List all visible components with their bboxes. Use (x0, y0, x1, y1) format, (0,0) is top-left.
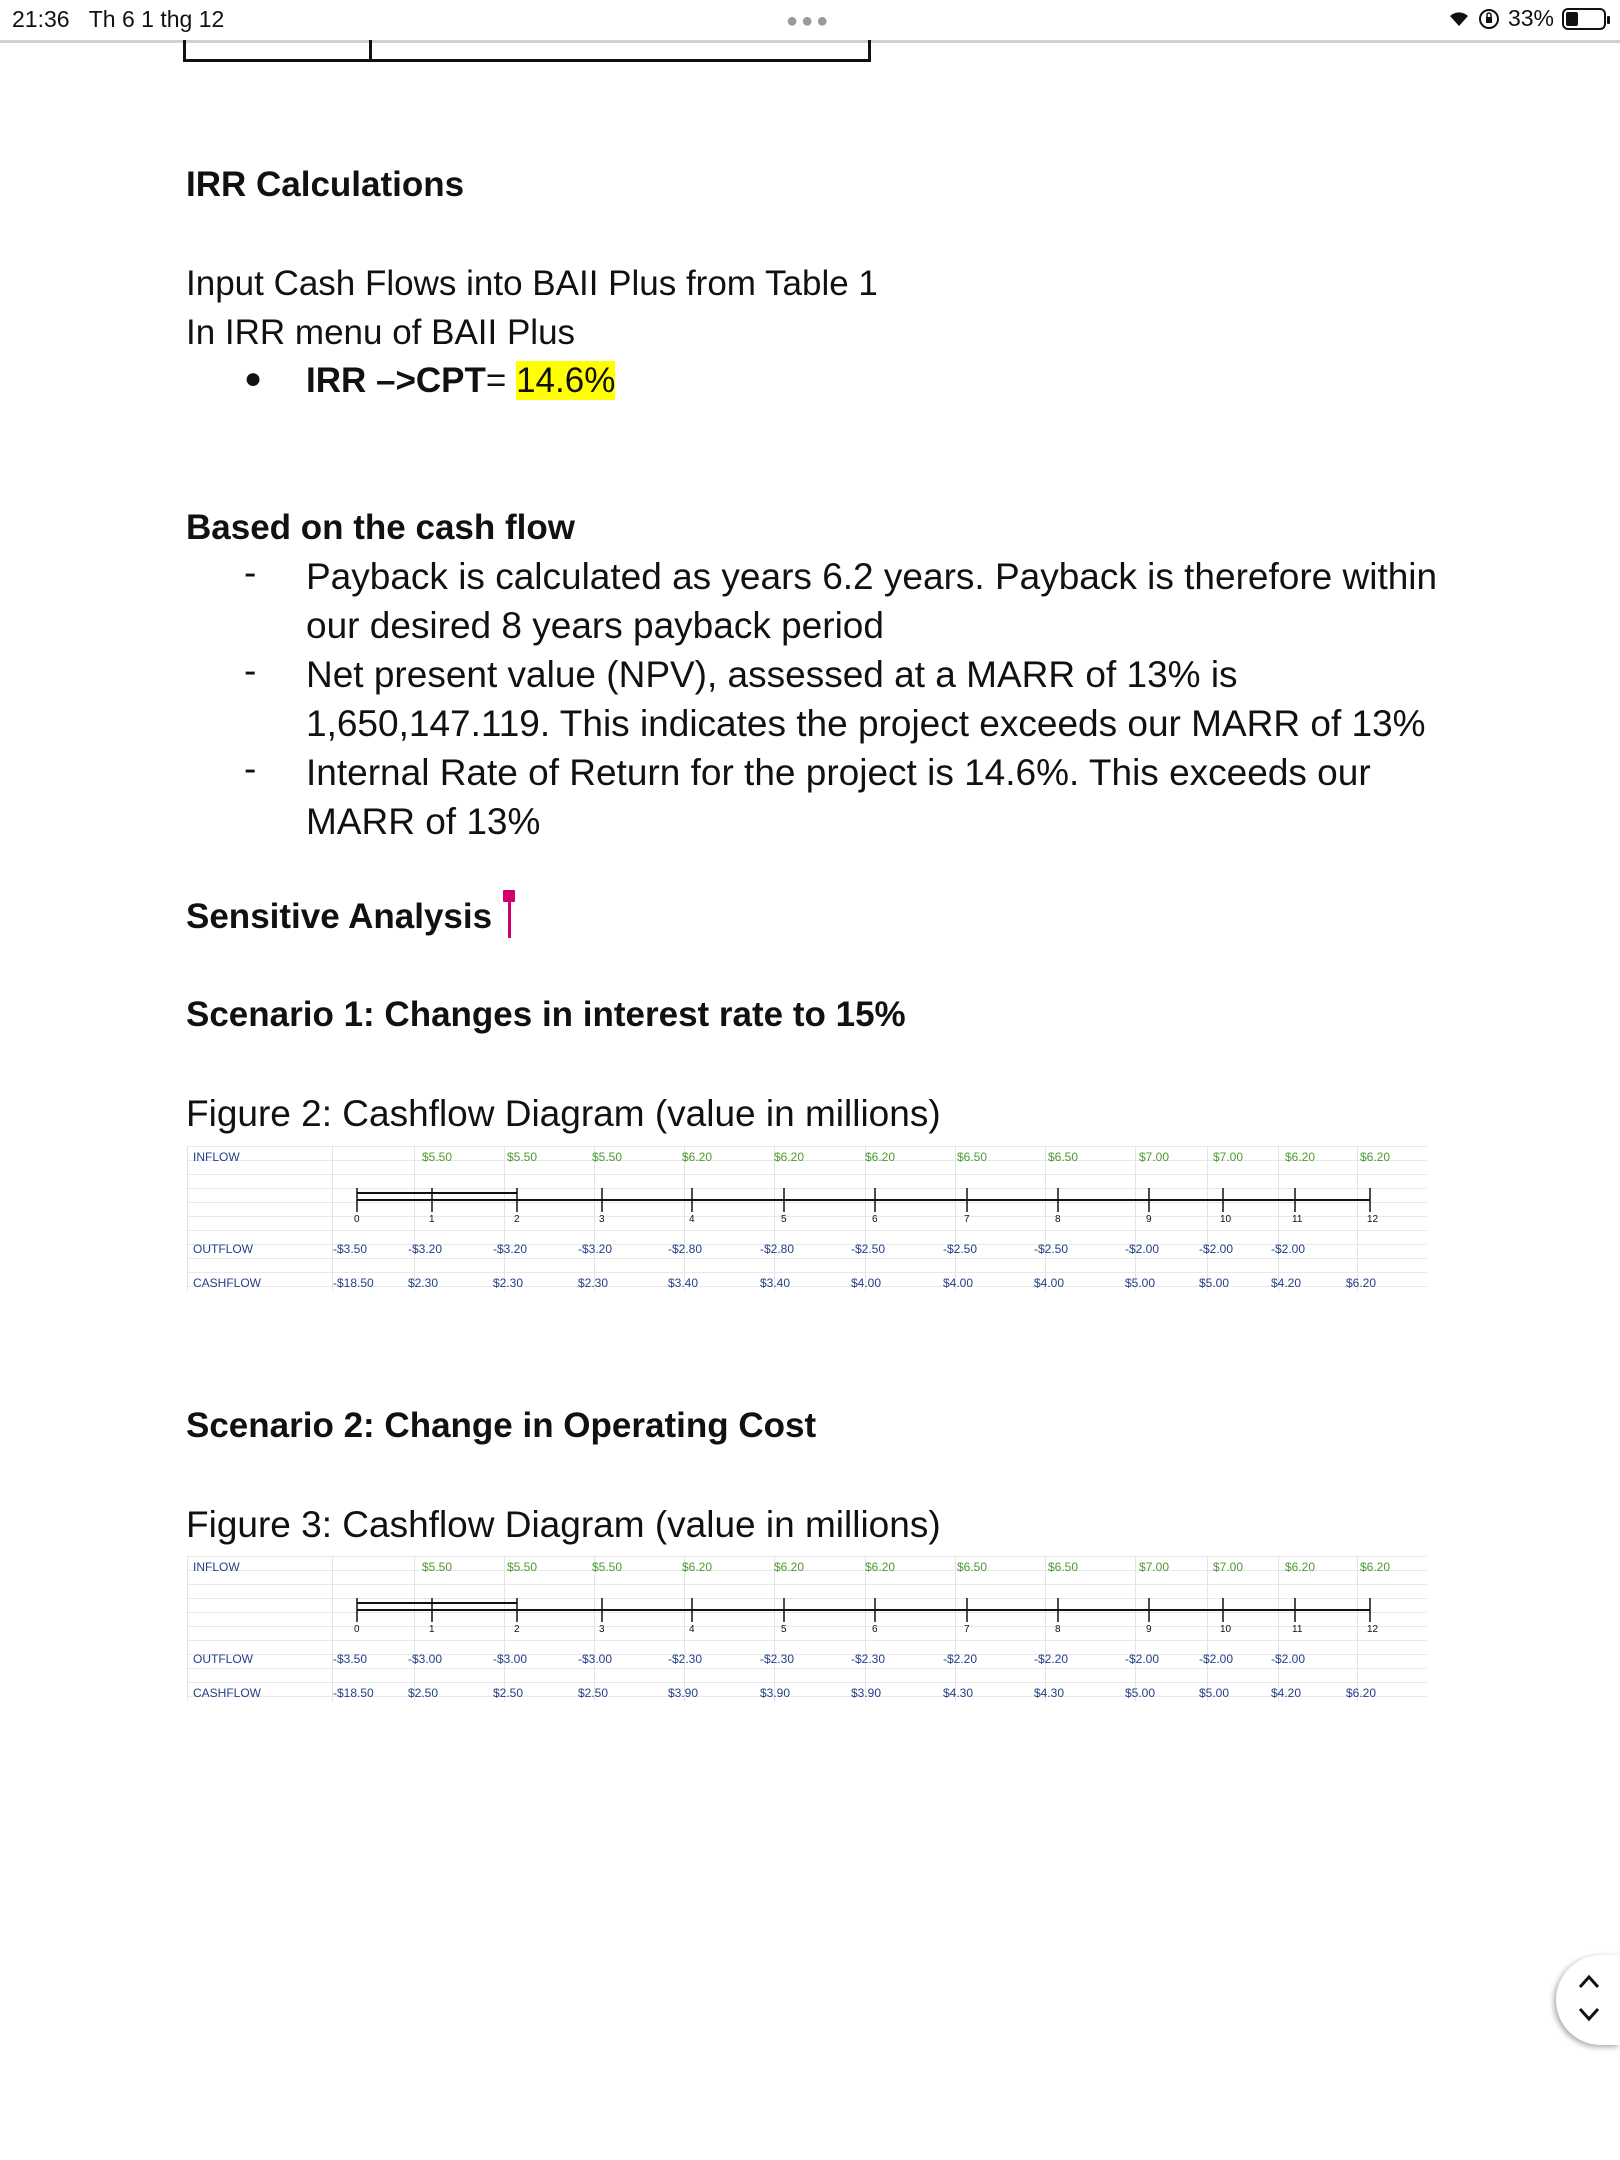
battery-icon (1562, 8, 1606, 30)
outflow-value: -$3.20 (578, 1242, 613, 1256)
multitasking-dots-icon[interactable]: ●●● (786, 10, 832, 32)
dash-bullet: - (244, 748, 257, 789)
inflow-value: $5.50 (422, 1560, 453, 1574)
irr-heading: IRR Calculations (186, 165, 465, 204)
chevron-down-icon[interactable] (1578, 2007, 1600, 2023)
outflow-value: -$2.00 (1199, 1652, 1234, 1666)
inflow-value: $6.20 (865, 1150, 896, 1164)
outflow-value: -$3.00 (493, 1652, 528, 1666)
year-tick-label: 10 (1220, 1214, 1232, 1225)
year-tick-label: 11 (1292, 1624, 1303, 1635)
cashflow-value: $2.50 (493, 1686, 524, 1700)
outflow-value: -$2.80 (668, 1242, 703, 1256)
outflow-value: -$2.50 (851, 1242, 886, 1256)
year-tick-label: 11 (1292, 1214, 1303, 1225)
scenario-1-heading: Scenario 1: Changes in interest rate to 15% (186, 995, 906, 1034)
bullet-icon: ● (244, 362, 263, 395)
year-tick-label: 7 (964, 1624, 970, 1635)
cashflow-diagram-figure-3 (187, 1556, 1427, 1701)
inflow-value: $7.00 (1139, 1560, 1170, 1574)
inflow-value: $6.50 (1048, 1560, 1079, 1574)
cashflow-label: CASHFLOW (193, 1276, 262, 1290)
outflow-label: OUTFLOW (193, 1652, 253, 1666)
inflow-value: $5.50 (592, 1560, 623, 1574)
cashflow-value: -$18.50 (333, 1276, 374, 1290)
year-tick-label: 10 (1220, 1624, 1232, 1635)
year-tick-label: 3 (599, 1624, 605, 1635)
outflow-value: -$2.30 (760, 1652, 795, 1666)
cashflow-value: $4.20 (1271, 1686, 1302, 1700)
inflow-value: $7.00 (1213, 1560, 1244, 1574)
inflow-value: $6.20 (774, 1560, 805, 1574)
year-tick-label: 9 (1146, 1214, 1152, 1225)
cashflow-diagram-figure-2 (187, 1146, 1427, 1291)
npv-line-2: 1,650,147.119. This indicates the project exceeds our MARR of 13% (306, 703, 1426, 744)
year-tick-label: 12 (1367, 1624, 1379, 1635)
inflow-value: $5.50 (507, 1560, 538, 1574)
cashflow-value: $6.20 (1346, 1276, 1377, 1290)
year-tick-label: 5 (781, 1214, 787, 1225)
cashflow-value: $2.50 (408, 1686, 439, 1700)
diagram-grid (187, 1556, 1427, 1701)
cashflow-value: $2.30 (408, 1276, 439, 1290)
inflow-value: $6.20 (682, 1560, 713, 1574)
outflow-value: -$2.00 (1199, 1242, 1234, 1256)
cashflow-value: $4.20 (1271, 1276, 1302, 1290)
outflow-value: -$2.00 (1125, 1652, 1160, 1666)
orientation-lock-icon (1478, 8, 1500, 30)
irr-line-3a: Internal Rate of Return for the project is 14.6%. This exceeds our (306, 752, 1371, 793)
outflow-value: -$3.00 (408, 1652, 443, 1666)
inflow-label: INFLOW (193, 1150, 240, 1164)
year-tick-label: 0 (354, 1214, 360, 1225)
inflow-value: $6.20 (1285, 1150, 1316, 1164)
outflow-value: -$3.50 (333, 1242, 368, 1256)
outflow-value: -$2.00 (1271, 1652, 1306, 1666)
cashflow-value: $5.00 (1125, 1276, 1156, 1290)
status-bar (0, 0, 1620, 43)
outflow-value: -$2.50 (943, 1242, 978, 1256)
outflow-value: -$3.00 (578, 1652, 613, 1666)
figure-3-caption: Figure 3: Cashflow Diagram (value in millions) (186, 1504, 941, 1545)
cashflow-value: $6.20 (1346, 1686, 1377, 1700)
outflow-value: -$2.20 (1034, 1652, 1069, 1666)
dash-bullet: - (244, 552, 257, 593)
cashflow-value: $2.30 (578, 1276, 609, 1290)
cashflow-heading: Based on the cash flow (186, 508, 575, 547)
dash-bullet: - (244, 650, 257, 691)
table-fragment (183, 40, 871, 62)
outflow-value: -$2.20 (943, 1652, 978, 1666)
inflow-value: $7.00 (1139, 1150, 1170, 1164)
outflow-value: -$3.20 (408, 1242, 443, 1256)
cashflow-value: $3.40 (668, 1276, 699, 1290)
cashflow-value: $3.40 (760, 1276, 791, 1290)
npv-line-1: Net present value (NPV), assessed at a MARR of 13% is (306, 654, 1238, 695)
inflow-value: $6.20 (682, 1150, 713, 1164)
inflow-value: $6.20 (865, 1560, 896, 1574)
irr-result-highlight: 14.6% (516, 361, 616, 400)
year-tick-label: 0 (354, 1624, 360, 1635)
battery-percent: 33% (1507, 5, 1554, 31)
cashflow-value: $4.00 (851, 1276, 882, 1290)
payback-line-2: our desired 8 years payback period (306, 605, 884, 646)
inflow-value: $5.50 (592, 1150, 623, 1164)
inflow-value: $6.20 (1285, 1560, 1316, 1574)
year-tick-label: 12 (1367, 1214, 1379, 1225)
cashflow-value: $3.90 (851, 1686, 882, 1700)
chevron-up-icon[interactable] (1578, 1973, 1600, 1989)
irr-line-2: In IRR menu of BAII Plus (186, 313, 576, 352)
year-tick-label: 4 (689, 1214, 695, 1225)
outflow-value: -$2.50 (1034, 1242, 1069, 1256)
cashflow-value: -$18.50 (333, 1686, 374, 1700)
year-tick-label: 6 (872, 1214, 878, 1225)
year-tick-label: 8 (1055, 1624, 1061, 1635)
wifi-icon (1448, 10, 1470, 28)
figure-2-caption: Figure 2: Cashflow Diagram (value in millions) (186, 1093, 941, 1134)
cashflow-value: $4.00 (943, 1276, 974, 1290)
cashflow-value: $2.30 (493, 1276, 524, 1290)
inflow-label: INFLOW (193, 1560, 240, 1574)
year-tick-label: 7 (964, 1214, 970, 1225)
inflow-value: $6.20 (1360, 1560, 1391, 1574)
sensitivity-heading: Sensitive Analysis (186, 897, 493, 936)
year-tick-label: 6 (872, 1624, 878, 1635)
year-tick-label: 3 (599, 1214, 605, 1225)
year-tick-label: 1 (429, 1624, 435, 1635)
text-cursor[interactable] (508, 894, 511, 938)
diagram-grid (187, 1146, 1427, 1291)
year-tick-label: 2 (514, 1214, 520, 1225)
inflow-value: $5.50 (507, 1150, 538, 1164)
year-tick-label: 5 (781, 1624, 787, 1635)
inflow-value: $6.50 (1048, 1150, 1079, 1164)
cashflow-value: $4.30 (943, 1686, 974, 1700)
status-time-date: 21:36 Th 6 1 thg 12 (12, 6, 225, 32)
outflow-label: OUTFLOW (193, 1242, 253, 1256)
cashflow-value: $3.90 (668, 1686, 699, 1700)
inflow-value: $6.20 (774, 1150, 805, 1164)
outflow-value: -$3.50 (333, 1652, 368, 1666)
cashflow-value: $5.00 (1199, 1686, 1230, 1700)
outflow-value: -$3.20 (493, 1242, 528, 1256)
outflow-value: -$2.80 (760, 1242, 795, 1256)
year-tick-label: 9 (1146, 1624, 1152, 1635)
inflow-value: $6.50 (957, 1560, 988, 1574)
payback-line-1: Payback is calculated as years 6.2 years. Payback is therefore within (306, 556, 1438, 597)
irr-bullet: IRR –>CPT= 14.6% (306, 361, 616, 400)
irr-line-1: Input Cash Flows into BAII Plus from Table 1 (186, 264, 878, 303)
page-nav-arrows[interactable] (1556, 1955, 1620, 2045)
year-tick-label: 8 (1055, 1214, 1061, 1225)
outflow-value: -$2.00 (1125, 1242, 1160, 1256)
cashflow-label: CASHFLOW (193, 1686, 262, 1700)
outflow-value: -$2.00 (1271, 1242, 1306, 1256)
year-tick-label: 4 (689, 1624, 695, 1635)
inflow-value: $6.20 (1360, 1150, 1391, 1164)
year-tick-label: 1 (429, 1214, 435, 1225)
scenario-2-heading: Scenario 2: Change in Operating Cost (186, 1406, 817, 1445)
inflow-value: $5.50 (422, 1150, 453, 1164)
outflow-value: -$2.30 (851, 1652, 886, 1666)
inflow-value: $7.00 (1213, 1150, 1244, 1164)
cashflow-value: $2.50 (578, 1686, 609, 1700)
cashflow-value: $5.00 (1125, 1686, 1156, 1700)
irr-line-3b: MARR of 13% (306, 801, 541, 842)
outflow-value: -$2.30 (668, 1652, 703, 1666)
cashflow-value: $5.00 (1199, 1276, 1230, 1290)
cashflow-value: $3.90 (760, 1686, 791, 1700)
inflow-value: $6.50 (957, 1150, 988, 1164)
year-tick-label: 2 (514, 1624, 520, 1635)
cashflow-value: $4.30 (1034, 1686, 1065, 1700)
cashflow-value: $4.00 (1034, 1276, 1065, 1290)
